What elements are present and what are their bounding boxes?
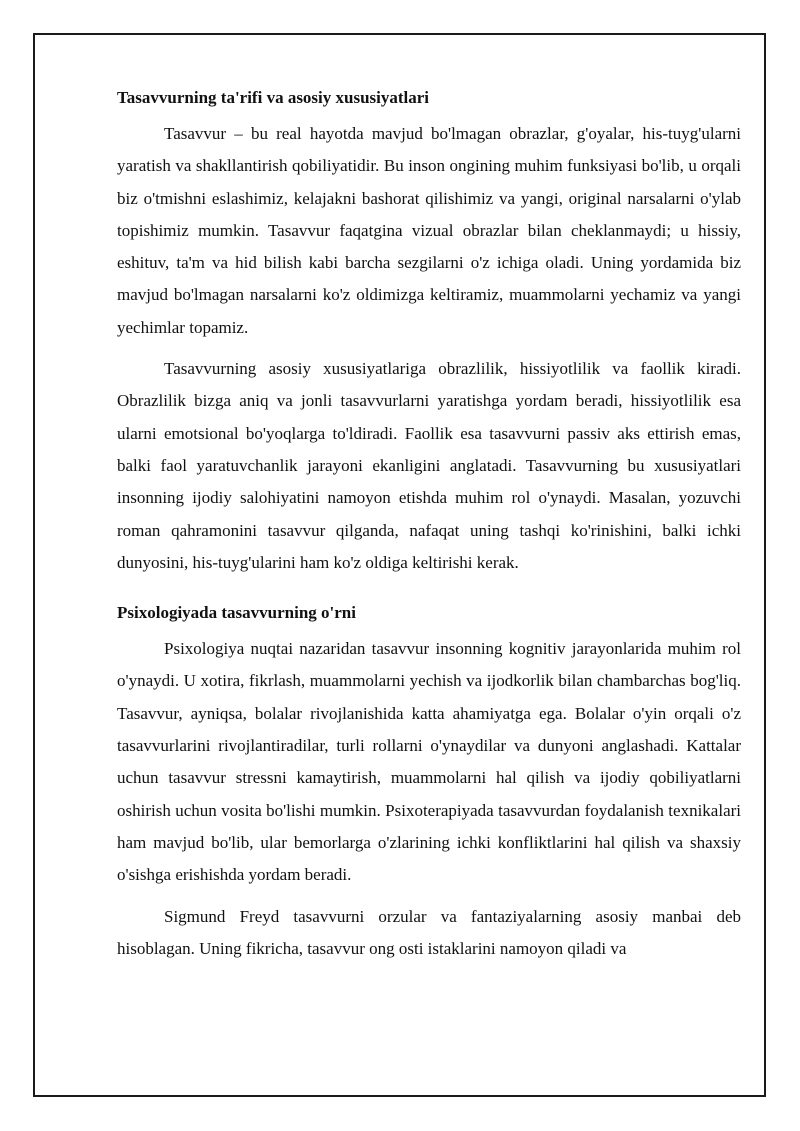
paragraph: Psixologiya nuqtai nazaridan tasavvur insonning kognitiv jarayonlarida muhim rol o'ynaydi. U xotira, fikrlash, muammolarni yechish va ijodkorlik bilan chambarchas bog'liq. Tasavvur, ayniqsa, bolalar rivojlanishida katta ahamiyatga ega. Bolalar o'yin orqali o'z tasavvurlarini rivojlantiradilar, turli rollarni o'ynaydilar va dunyoni anglashadi. Kattalar uchun tasavvur stressni kamaytirish, muammolarni hal qilish va ijodiy qobiliyatlarni oshirish uchun vosita bo'lishi mumkin. Psixoterapiyada tasavvurdan foydalanish texnikalari ham mavjud bo'lib, ular bemorlarga o'zlarining ichki konfliktlarini hal qilish va shaxsiy o'sishga erishishda yordam beradi. <box>117 639 741 885</box>
section-heading-definition: Tasavvurning ta'rifi va asosiy xususiyatlari <box>117 88 430 107</box>
document-body <box>117 86 741 974</box>
paragraph: Sigmund Freyd tasavvurni orzular va fantaziyalarning asosiy manbai deb hisoblagan. Uning fikricha, tasavvur ong osti istaklarini namoyon qiladi va <box>117 906 741 958</box>
section-heading-psychology: Psixologiyada tasavvurning o'rni <box>117 603 356 623</box>
paragraph: Tasavvurning asosiy xususiyatlariga obrazlilik, hissiyotlilik va faollik kiradi. Obrazlilik bizga aniq va jonli tasavvurlarni yaratishga yordam beradi, hissiyotlilik esa ularni emotsional bo'yoqlarga to'ldiradi. Faollik esa tasavvurni passiv aks ettirish emas, balki faol yaratuvchanlik jarayoni ekanligini anglatadi. Tasavvurning bu xususiyatlari insonning ijodiy salohiyatini namoyon etishda muhim rol o'ynaydi. Masalan, yozuvchi roman qahramonini tasavvur qilganda, nafaqat uning tashqi ko'rinishini, balki ichki dunyosini, his-tuyg'ularini ham ko'z oldiga keltirishi kerak. <box>117 359 741 572</box>
paragraph: Tasavvur – bu real hayotda mavjud bo'lmagan obrazlar, g'oyalar, his-tuyg'ularni yaratish va shakllantirish qobiliyatidir. Bu inson ongining muhim funksiyasi bo'lib, u orqali biz o'tmishni eslashimiz, kelajakni bashorat qilishimiz va yangi, original narsalarni o'ylab topishimiz mumkin. Tasavvur faqatgina vizual obrazlar bilan cheklanmaydi; u hissiy, eshituv, ta'm va hid bilish kabi barcha sezgilarni o'z ichiga oladi. Uning yordamida biz mavjud bo'lmagan narsalarni ko'z oldimizga keltiramiz, muammolarni yechamiz va yangi yechimlar topamiz. <box>117 124 741 337</box>
